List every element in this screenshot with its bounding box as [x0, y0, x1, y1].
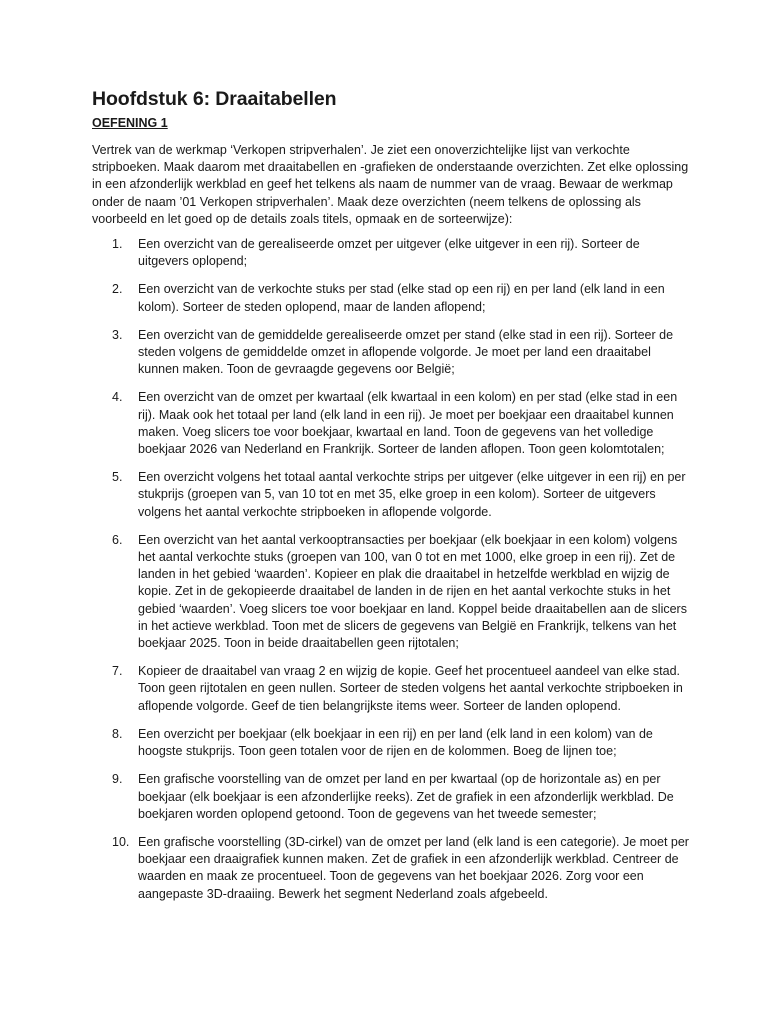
- item-number: 1.: [112, 237, 123, 252]
- item-number: 4.: [112, 390, 123, 405]
- list-item: [92, 236, 690, 270]
- item-text: Een overzicht van de verkochte stuks per stad (elke stad op een rij) en per land (elk land in een kolom). Sorteer de steden oplopend, maar de landen aflopend;: [138, 282, 665, 314]
- item-number: 10.: [112, 834, 130, 849]
- list-item: [92, 389, 690, 458]
- list-item: [92, 726, 690, 760]
- document-page: [92, 86, 690, 914]
- item-text: Een overzicht van de omzet per kwartaal (elk kwartaal in een kolom) en per stad (elke stad in een rij). Maak ook het totaal per land (elk land in een rij). Je moet per boekjaar een draaitabel kunnen maken. Voeg slicers toe voor boekjaar, kwartaal en land. Toon de gegevens van het volledige boekjaar 2026 van Nederland en Frankrijk. Sorteer de landen aflopen. Toon geen kolomtotalen;: [138, 390, 678, 457]
- item-text: Een overzicht per boekjaar (elk boekjaar in een rij) en per land (elk land in een kolom) van de hoogste stukprijs. Toon geen totalen voor de rijen en de kolommen. Boeg de lijnen toe;: [138, 726, 653, 759]
- exercise-list: [92, 236, 690, 903]
- item-text: Een overzicht van de gemiddelde gerealiseerde omzet per stand (elke stad in een rij). Sorteer de steden volgens de gemiddelde omzet in aflopende volgorde. Je moet per land een draaitabel kunnen maken. Toon de gevraagde gegevens oor België;: [138, 327, 674, 377]
- item-text: Een grafische voorstelling (3D-cirkel) van de omzet per land (elk land is een categorie). Je moet per boekjaar een draaigrafiek kunnen maken. Zet de grafiek in een afzonderlijk werkblad. Centreer de waarden en maak ze procentueel. Toon de gegevens van het boekjaar 2026. Zorg voor een aangepaste 3D-draaiing. Bewerk het segment Nederland zoals afgebeeld.: [138, 834, 689, 901]
- item-number: 9.: [112, 772, 123, 787]
- item-number: 5.: [112, 470, 123, 485]
- exercise-heading: OEFENING 1: [92, 116, 168, 130]
- item-number: 7.: [112, 664, 123, 679]
- page-title: Hoofdstuk 6: Draaitabellen: [92, 88, 337, 110]
- item-number: 8.: [112, 726, 123, 741]
- intro-paragraph: Vertrek van de werkmap ‘Verkopen stripverhalen’. Je ziet een onoverzichtelijke lijst van verkochte stripboeken. Maak daarom met draaitabellen en -grafieken de onderstaande overzichten. Zet elke oplossing in een afzonderlijk werkblad en geef het telkens als naam de nummer van de vraag. Bewaar de werkmap onder de naam ’01 Verkopen stripverhalen’. Maak deze overzichten (neem telkens de oplossing als voorbeeld en let goed op de details zoals titels, opmaak en de sorteerwijze):: [92, 143, 689, 226]
- item-text: Kopieer de draaitabel van vraag 2 en wijzig de kopie. Geef het procentueel aandeel van elke stad. Toon geen rijtotalen en geen nullen. Sorteer de steden volgens het aantal verkochte stripboeken in aflopende volgorde. Geef de tien belangrijkste items weer. Sorteer de landen oplopend.: [138, 664, 683, 713]
- item-number: 2.: [112, 282, 123, 297]
- list-item: [92, 327, 690, 379]
- list-item: [92, 281, 690, 315]
- item-text: Een overzicht van het aantal verkooptransacties per boekjaar (elk boekjaar in een kolom) volgens het aantal verkochte stuks (groepen van 100, van 0 tot en met 1000, elke groep in een rij). Zet de landen in het gebied ‘waarden’. Kopieer en plak die draaitabel in hetzelfde werkblad en wijzig de kopie. Zet in de gekopieerde draaitabel de landen in de rijen en het aantal verkochte stuks in het gebied ‘waarden’. Voeg slicers toe voor boekjaar en land. Koppel beide draaitabellen aan de slicers in het actieve werkblad. Toon met de slicers de gegevens van België en Frankrijk, telkens van het boekjaar 2025. Toon in beide draaitabellen geen rijtotalen;: [138, 532, 687, 651]
- list-item: [92, 532, 690, 652]
- list-item: [92, 663, 690, 715]
- item-number: 3.: [112, 327, 123, 342]
- item-text: Een overzicht volgens het totaal aantal verkochte strips per uitgever (elke uitgever in een rij) en per stukprijs (groepen van 5, van 10 tot en met 35, elke groep in een kolom). Sorteer de uitgevers volgens het aantal verkochte stripboeken in aflopende volgorde.: [138, 470, 686, 519]
- item-text: Een overzicht van de gerealiseerde omzet per uitgever (elke uitgever in een rij). Sorteer de uitgevers oplopend;: [138, 237, 640, 269]
- list-item: [92, 834, 690, 903]
- item-number: 6.: [112, 532, 123, 547]
- list-item: [92, 771, 690, 823]
- list-item: [92, 469, 690, 521]
- item-text: Een grafische voorstelling van de omzet per land en per kwartaal (op de horizontale as) en per boekjaar (elk boekjaar is een afzonderlijke reeks). Zet de grafiek in een afzonderlijk werkblad. De boekjaren worden oplopend getoond. Toon de gegevens van het tweede semester;: [138, 772, 674, 821]
